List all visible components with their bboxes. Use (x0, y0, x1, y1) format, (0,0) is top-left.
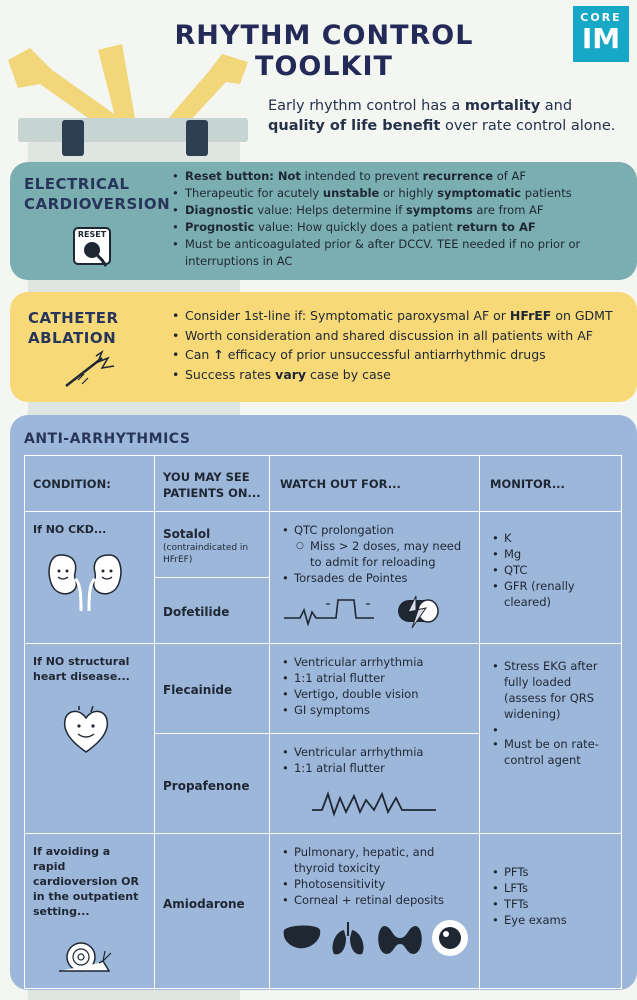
list-item: • Must be on rate-control agent (490, 736, 611, 768)
drug-dofetilide: Dofetilide (155, 578, 270, 644)
cardioversion-title (24, 174, 170, 214)
text: Can (185, 347, 214, 362)
toolbox-latch-left (62, 120, 84, 156)
list-item: • Torsades de Pointes (280, 570, 469, 586)
bold-text: HFrEF (509, 308, 552, 323)
text: Therapeutic for acutely (185, 186, 323, 200)
text: are from AF (472, 203, 544, 217)
logo-bottom-text: IM (581, 22, 621, 55)
bold-text: recurrence (422, 169, 494, 183)
list-item: • Mg (490, 546, 611, 562)
list-item (172, 345, 632, 365)
list-item (172, 219, 622, 236)
monitor-no-ckd (480, 512, 621, 644)
monitor-list (490, 864, 611, 928)
list-item (172, 326, 632, 346)
list-item: ○ Miss > 2 doses, may need to admit for reloading (280, 538, 469, 570)
monitor-amiodarone (480, 834, 621, 990)
list-item: • Pulmonary, hepatic, and thyroid toxicity (280, 844, 469, 876)
ablation-panel (10, 292, 637, 402)
title-line: ABLATION (28, 329, 117, 347)
watch-list (280, 654, 469, 718)
intro-part: Early rhythm control has a (268, 98, 465, 114)
antiarrhythmics-table (24, 455, 622, 989)
list-item: • QTC prolongation (280, 522, 469, 538)
text: Success rates (185, 366, 276, 382)
intro-text (268, 96, 618, 136)
list-item: • 1:1 atrial flutter (280, 760, 469, 776)
monitor-list (490, 530, 611, 610)
list-item: • Vertigo, double vision (280, 686, 469, 702)
list-item (172, 202, 622, 219)
text: on GDMT (551, 308, 613, 323)
antiarrhythmics-title: ANTI-ARRHYTHMICS (24, 431, 191, 447)
drug-flecainide: Flecainide (155, 644, 270, 734)
list-item: • QTC (490, 562, 611, 578)
organ-icons (280, 918, 470, 958)
watch-list (280, 522, 469, 586)
ecg-torsades-icon (280, 590, 470, 630)
ecg-wide-qrs-icon (310, 786, 440, 822)
title-line: CARDIOVERSION (24, 195, 171, 213)
watch-list (280, 744, 469, 776)
toolbox-lid (18, 118, 248, 142)
text: Must be anticoagulated prior & after DCCV. TEE needed if no prior or interruptions in AC (185, 237, 581, 268)
text: or highly (379, 186, 438, 200)
bold-text: symptoms (405, 203, 473, 217)
watch-amiodarone (270, 834, 480, 990)
thyroid-icon (378, 926, 422, 954)
cardioversion-panel (10, 162, 637, 280)
header-watch: WATCH OUT FOR... (270, 456, 480, 512)
logo-top-text: CORE (580, 11, 622, 24)
antiarrhythmics-panel (10, 415, 637, 990)
list-item (172, 168, 622, 185)
drug-name: Sotalol (163, 527, 211, 541)
list-item: • Ventricular arrhythmia (280, 654, 469, 670)
lungs-icon (332, 922, 363, 954)
eye-icon (432, 920, 468, 956)
list-item (172, 185, 622, 202)
list-item: • Photosensitivity (280, 876, 469, 892)
liver-icon (284, 926, 321, 949)
catheter-icon (62, 350, 118, 390)
ablation-list (172, 306, 632, 384)
reset-button-icon (72, 224, 112, 268)
list-item: • PFTs (490, 864, 611, 880)
page-title: RHYTHM CONTROL TOOLKIT (174, 20, 474, 82)
intro-part: over rate control alone. (440, 118, 616, 134)
header-condition: CONDITION: (25, 456, 155, 512)
list-item (172, 306, 632, 326)
heart-icon (61, 706, 111, 756)
list-item: • Stress EKG after fully loaded (assess for QRS widening) (490, 658, 611, 722)
header-drug: YOU MAY SEE PATIENTS ON... (155, 456, 270, 512)
watch-list (280, 844, 469, 908)
list-item (172, 236, 622, 270)
text: intended to prevent (300, 169, 423, 183)
condition-no-ckd (25, 512, 155, 644)
text: value: How quickly does a patient (254, 220, 457, 234)
text: value: Helps determine if (253, 203, 406, 217)
bold-text: Not (277, 169, 301, 183)
text: Worth consideration and shared discussion in all patients with AF (185, 327, 593, 343)
list-item (172, 365, 632, 385)
bold-text: Diagnostic (185, 203, 254, 217)
list-item: • GFR (renally cleared) (490, 578, 611, 610)
intro-part: and (540, 98, 573, 114)
reset-icon-label: RESET (77, 230, 107, 239)
text: Consider 1st-line if: Symptomatic paroxysmal AF or (185, 308, 510, 323)
text: efficacy of prior unsuccessful antiarrhythmic drugs (223, 347, 546, 362)
spacer (490, 722, 611, 736)
drug-sotalol (155, 512, 270, 578)
condition-text: If NO CKD... (33, 523, 107, 536)
list-item: • Corneal + retinal deposits (280, 892, 469, 908)
title-line: ELECTRICAL (24, 175, 130, 193)
text: case by case (306, 366, 391, 382)
drug-amiodarone: Amiodarone (155, 834, 270, 990)
bold-text: return to AF (456, 220, 536, 234)
text: of AF (493, 169, 526, 183)
drug-note: (contraindicated in HFrEF) (163, 543, 249, 565)
kidneys-icon (47, 549, 123, 613)
list-item: • Ventricular arrhythmia (280, 744, 469, 760)
condition-text: If avoiding a rapid cardioversion OR in the outpatient setting... (33, 845, 139, 918)
bold-text: ↑ (213, 347, 224, 362)
text: patients (521, 186, 572, 200)
toolbox-latch-right (186, 120, 208, 156)
list-item: • Eye exams (490, 912, 611, 928)
cardioversion-list (172, 168, 622, 270)
list-item: • K (490, 530, 611, 546)
condition-text: If NO structural heart disease... (33, 655, 130, 683)
ablation-title (28, 308, 119, 348)
watch-propafenone (270, 734, 480, 834)
condition-no-shd (25, 644, 155, 834)
bold-text: vary (275, 366, 307, 382)
drug-propafenone: Propafenone (155, 734, 270, 834)
bold-text: Reset button: (185, 169, 278, 183)
title-line: CATHETER (28, 309, 119, 327)
list-item: • TFTs (490, 896, 611, 912)
bold-text: unstable (322, 186, 380, 200)
watch-no-ckd (270, 512, 480, 644)
condition-outpatient (25, 834, 155, 990)
bold-text: symptomatic (437, 186, 522, 200)
snail-icon (55, 937, 115, 977)
pill-icon (398, 596, 438, 628)
monitor-list (490, 658, 611, 768)
monitor-no-shd (480, 644, 621, 834)
header-monitor: MONITOR... (480, 456, 621, 512)
list-item: • LFTs (490, 880, 611, 896)
intro-bold: quality of life benefit (268, 118, 441, 134)
intro-bold: mortality (464, 98, 541, 114)
list-item: • 1:1 atrial flutter (280, 670, 469, 686)
watch-flecainide (270, 644, 480, 734)
core-im-logo (573, 6, 629, 62)
bold-text: Prognostic (185, 220, 255, 234)
list-item: • GI symptoms (280, 702, 469, 718)
